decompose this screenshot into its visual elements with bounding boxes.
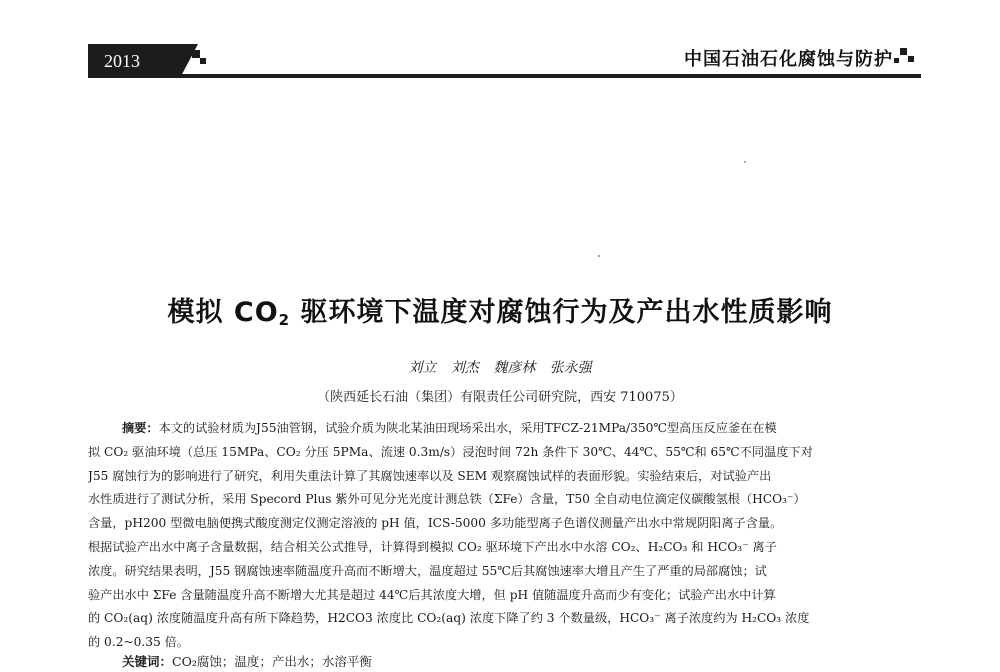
year-label: 2013 [88, 44, 180, 78]
journal-name: 中国石油石化腐蚀与防护 [684, 49, 893, 70]
abstract-line: 的 0.2~0.35 倍。 [88, 635, 190, 650]
abstract-line: 拟 CO₂ 驱油环境（总压 15MPa、CO₂ 分压 5PMa、流速 0.3m/s）浸泡时间 72h 条件下 30℃、44℃、55℃和 65℃不同温度下对 [88, 444, 813, 459]
keywords-text: CO₂腐蚀；温度；产出水；水溶平衡 [172, 654, 372, 669]
title-subscript: 2 [278, 311, 291, 329]
title-suffix: 驱环境下温度对腐蚀行为及产出水性质影响 [290, 297, 833, 328]
running-header [88, 44, 921, 78]
journal-marker-icon [900, 48, 907, 55]
header-marker-icon [192, 50, 200, 58]
abstract-line: J55 腐蚀行为的影响进行了研究，利用失重法计算了其腐蚀速率以及 SEM 观察腐蚀试样的表面形貌。实验结束后，对试验产出 [88, 468, 772, 483]
abstract-line: 验产出水中 ΣFe 含量随温度升高不断增大尤其是超过 44℃后其浓度大增，但 pH 值随温度升高而少有变化；试验产出水中计算 [88, 587, 776, 602]
abstract-line: 水性质进行了测试分析，采用 Specord Plus 紫外可见分光光度计测总铁（ΣFe）含量，T50 全自动电位滴定仪碳酸氢根（HCO₃⁻） [88, 492, 806, 507]
abstract-line: 含量，pH200 型微电脑便携式酸度测定仪测定溶液的 pH 值，ICS-5000 多功能型离子色谱仪测量产出水中常规阴阳离子含量。 [88, 516, 783, 531]
scan-speck [598, 255, 600, 257]
journal-marker-icon [894, 58, 899, 63]
abstract-line [88, 417, 920, 441]
keywords-label: 关键词： [122, 654, 173, 669]
abstract-label: 摘要： [122, 421, 159, 435]
abstract-line: 浓度。研究结果表明，J55 钢腐蚀速率随温度升高而不断增大，温度超过 55℃后其腐蚀速率大增且产生了严重的局部腐蚀；试 [88, 563, 767, 578]
header-marker-icon [200, 58, 206, 64]
abstract-line: 根据试验产出水中离子含量数据，结合相关公式推导，计算得到模拟 CO₂ 驱环境下产出水中水溶 CO₂、H₂CO₃ 和 HCO₃⁻ 离子 [88, 539, 777, 554]
header-rule [180, 74, 921, 78]
abstract [88, 417, 920, 655]
keywords [122, 652, 372, 670]
author-list: 刘立 刘杰 魏彦林 张永强 [408, 360, 592, 376]
abstract-line-text: 本文的试验材质为J55油管钢，试验介质为陕北某油田现场采出水，采用TFCZ-21MPa/350℃型高压反应釜在在模 [158, 421, 777, 435]
title-prefix: 模拟 CO [167, 297, 279, 328]
scan-speck [744, 161, 746, 163]
article-title [0, 290, 1000, 329]
affiliation: （陕西延长石油（集团）有限责任公司研究院，西安 710075） [317, 390, 683, 405]
journal-marker-icon [908, 56, 914, 62]
abstract-line: 的 CO₂(aq) 浓度随温度升高有所下降趋势，H2CO3 浓度比 CO₂(aq) 浓度下降了约 3 个数量级，HCO₃⁻ 离子浓度约为 H₂CO₃ 浓度 [88, 611, 810, 626]
